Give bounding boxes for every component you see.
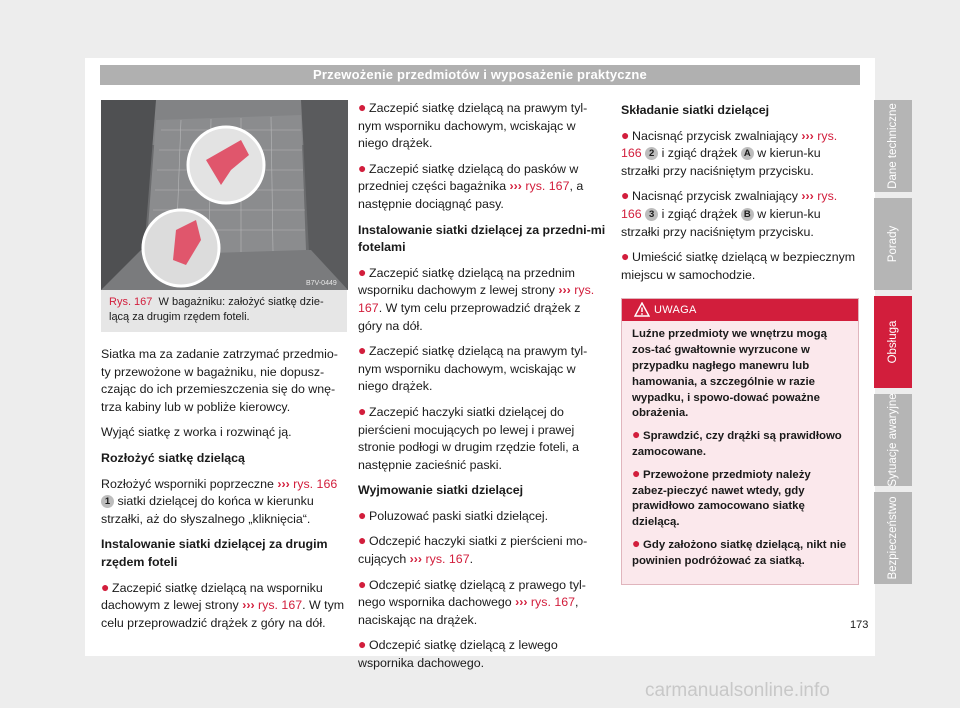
callout-2: 2 xyxy=(645,147,658,160)
bullet-item: ● Nacisnąć przycisk zwalniający ››› rys. 166 2 i zgiąć drążek A w kierun-ku strzałki przy naciśniętym przycisku. xyxy=(621,126,838,178)
bullet-item: ● Zaczepić siatkę dzielącą na przednim wsporniku dachowym z lewej strony ››› rys. 167. W tym celu przeprowadzić drążek z góry na dół. xyxy=(358,263,595,333)
column-3 xyxy=(621,100,859,585)
heading-remove: Wyjmowanie siatki dzielącej xyxy=(358,483,524,498)
bullet-icon: ● xyxy=(358,342,367,359)
warning-body xyxy=(622,321,858,583)
tab-sytuacje-awaryjne[interactable]: Sytuacje awaryjne xyxy=(874,394,912,486)
warning-item: ● Gdy założono siatkę dzielącą, nikt nie powinien podróżować za siatką. xyxy=(632,534,847,567)
bullet-icon: ● xyxy=(358,532,367,549)
figure-code: B7V-0449 xyxy=(306,280,337,287)
ref-fig-167[interactable]: rys. 167 xyxy=(425,552,470,567)
tab-porady[interactable]: Porady xyxy=(874,198,912,290)
heading-install-second-row: Instalowanie siatki dzielącej za drugim rzędem foteli xyxy=(101,537,328,569)
column-2 xyxy=(358,100,606,681)
bullet-icon: ● xyxy=(621,248,630,265)
page-header: Przewożenie przedmiotów i wyposażenie praktyczne xyxy=(100,65,860,85)
bullet-icon: ● xyxy=(358,636,367,653)
arrows-icon: ››› xyxy=(409,552,423,567)
bullet-item: ● Zaczepić siatkę dzielącą do pasków w przedniej części bagażnika ››› rys. 167, a następnie dociągnąć pasy. xyxy=(358,159,584,211)
callout-1: 1 xyxy=(101,495,114,508)
bullet-item: ● Zaczepić siatkę dzielącą na prawym tyl-nym wsporniku dachowym, wciskając w niego drążek. xyxy=(358,99,588,151)
bullet-icon: ● xyxy=(632,464,641,481)
bullet-icon: ● xyxy=(358,506,367,523)
bullet-item: ● Odczepić haczyki siatki z pierścieni mo-cujących ››› rys. 167. xyxy=(358,532,588,567)
ref-fig-167[interactable]: rys. 167 xyxy=(358,283,595,315)
warning-item: ● Sprawdzić, czy drążki są prawidłowo zamocowane. xyxy=(632,426,842,458)
ref-fig-167[interactable]: rys. 167 xyxy=(258,598,303,613)
heading-fold: Składanie siatki dzielącej xyxy=(621,103,770,117)
arrows-icon: ››› xyxy=(242,598,255,613)
ref-fig-167[interactable]: rys. 167 xyxy=(525,179,570,194)
tab-obsluga[interactable]: Obsługa xyxy=(874,296,912,388)
bullet-item: ● Zaczepić haczyki siatki dzielącej do pierścieni mocujących po lewej i prawej stronie podłogi w drugim rzędzie foteli, a następnie zacieśnić paski. xyxy=(358,402,580,472)
callout-B: B xyxy=(741,208,754,221)
ref-fig-166[interactable]: rys. 166 xyxy=(621,189,838,221)
arrows-icon: ››› xyxy=(277,476,290,491)
bullet-icon: ● xyxy=(621,126,630,143)
trunk-net-illustration xyxy=(101,100,348,290)
arrows-icon: ››› xyxy=(515,595,528,610)
bullet-item: ● Umieścić siatkę dzielącą w bezpiecznym miejscu w samochodzie. xyxy=(621,248,856,282)
arrows-icon: ››› xyxy=(801,128,814,143)
bullet-icon: ● xyxy=(358,99,367,115)
bullet-icon: ● xyxy=(358,402,367,419)
callout-A: A xyxy=(741,147,754,160)
bullet-icon: ● xyxy=(358,263,367,280)
ref-fig-167[interactable]: rys. 167 xyxy=(530,595,575,610)
ref-fig-166[interactable]: rys. 166 xyxy=(293,476,338,491)
warning-item: ● Przewożone przedmioty należy zabez-pieczyć nawet wtedy, gdy prawidłowo zamocowano siatkę dzielącą. xyxy=(632,464,811,529)
ref-fig-166[interactable]: rys. 166 xyxy=(621,128,838,161)
bullet-item: ● Zaczepić siatkę dzielącą na wsporniku dachowym z lewej strony ››› rys. 167. W tym celu przeprowadzić drążek z góry na dół. xyxy=(101,578,345,630)
tab-bezpieczenstwo[interactable]: Bezpieczeństwo xyxy=(874,492,912,584)
arrows-icon: ››› xyxy=(558,283,571,298)
figure-caption xyxy=(101,290,347,332)
warning-title: UWAGA xyxy=(654,304,697,317)
page-number: 173 xyxy=(850,619,869,631)
column-1 xyxy=(101,100,347,640)
paragraph-unfold: Rozłożyć wsporniki poprzeczne ››› rys. 166 1 siatki dzielącej do końca w kierunku strzałki, aż do słyszalnego „kliknięcia“. xyxy=(101,476,338,526)
bullet-item: ● Odczepić siatkę dzielącą z prawego tyl-nego wspornika dachowego ››› rys. 167, naciskając na drążek. xyxy=(358,575,586,627)
warning-triangle-icon xyxy=(634,302,650,317)
warning-header xyxy=(622,299,858,321)
heading-unfold: Rozłożyć siatkę dzielącą xyxy=(101,450,245,465)
bullet-item: ● Zaczepić siatkę dzielącą na prawym tyl-nym wsporniku dachowym, wciskając w niego drążek. xyxy=(358,342,588,394)
bullet-icon: ● xyxy=(358,575,367,592)
bullet-icon: ● xyxy=(358,159,367,176)
bullet-icon: ● xyxy=(101,578,110,595)
figure-image xyxy=(101,100,348,290)
intro-paragraph: Siatka ma za zadanie zatrzymać przedmio-ty przewożone w bagażniku, nie dopusz-czając do ich przemieszczenia się do wnę-trza kabiny lub w pobliże kierowcy. xyxy=(101,347,338,414)
paragraph-unpack: Wyjąć siatkę z worka i rozwinąć ją. xyxy=(101,425,292,440)
bullet-icon: ● xyxy=(632,534,641,551)
figure-caption-text: W bagażniku: założyć siatkę dzie-lącą za drugim rzędem foteli. xyxy=(109,296,324,323)
heading-install-front: Instalowanie siatki dzielącej za przedni-mi fotelami xyxy=(358,222,606,255)
figure-label: Rys. 167 xyxy=(109,296,153,308)
watermark: carmanualsonline.info xyxy=(645,680,830,701)
arrows-icon: ››› xyxy=(509,179,522,194)
bullet-item: ● Poluzować paski siatki dzielącej. xyxy=(358,506,549,523)
warning-intro: Luźne przedmioty we wnętrzu mogą zos-tać gwałtownie wyrzucone w przypadku nagłego manewru lub hamowania, a szczególnie w razie wypadku, i spowo-dować poważne obrażenia. xyxy=(632,328,827,420)
callout-3: 3 xyxy=(645,208,658,221)
tab-dane-techniczne[interactable]: Dane techniczne xyxy=(874,100,912,192)
bullet-item: ● Nacisnąć przycisk zwalniający ››› rys. 166 3 i zgiąć drążek B w kierun-ku strzałki przy naciśniętym przycisku. xyxy=(621,187,838,239)
bullet-item: ● Odczepić siatkę dzielącą z lewego wspornika dachowego. xyxy=(358,636,558,671)
arrows-icon: ››› xyxy=(801,189,814,204)
bullet-icon: ● xyxy=(621,187,630,204)
bullet-icon: ● xyxy=(632,426,641,443)
warning-box xyxy=(621,298,859,584)
